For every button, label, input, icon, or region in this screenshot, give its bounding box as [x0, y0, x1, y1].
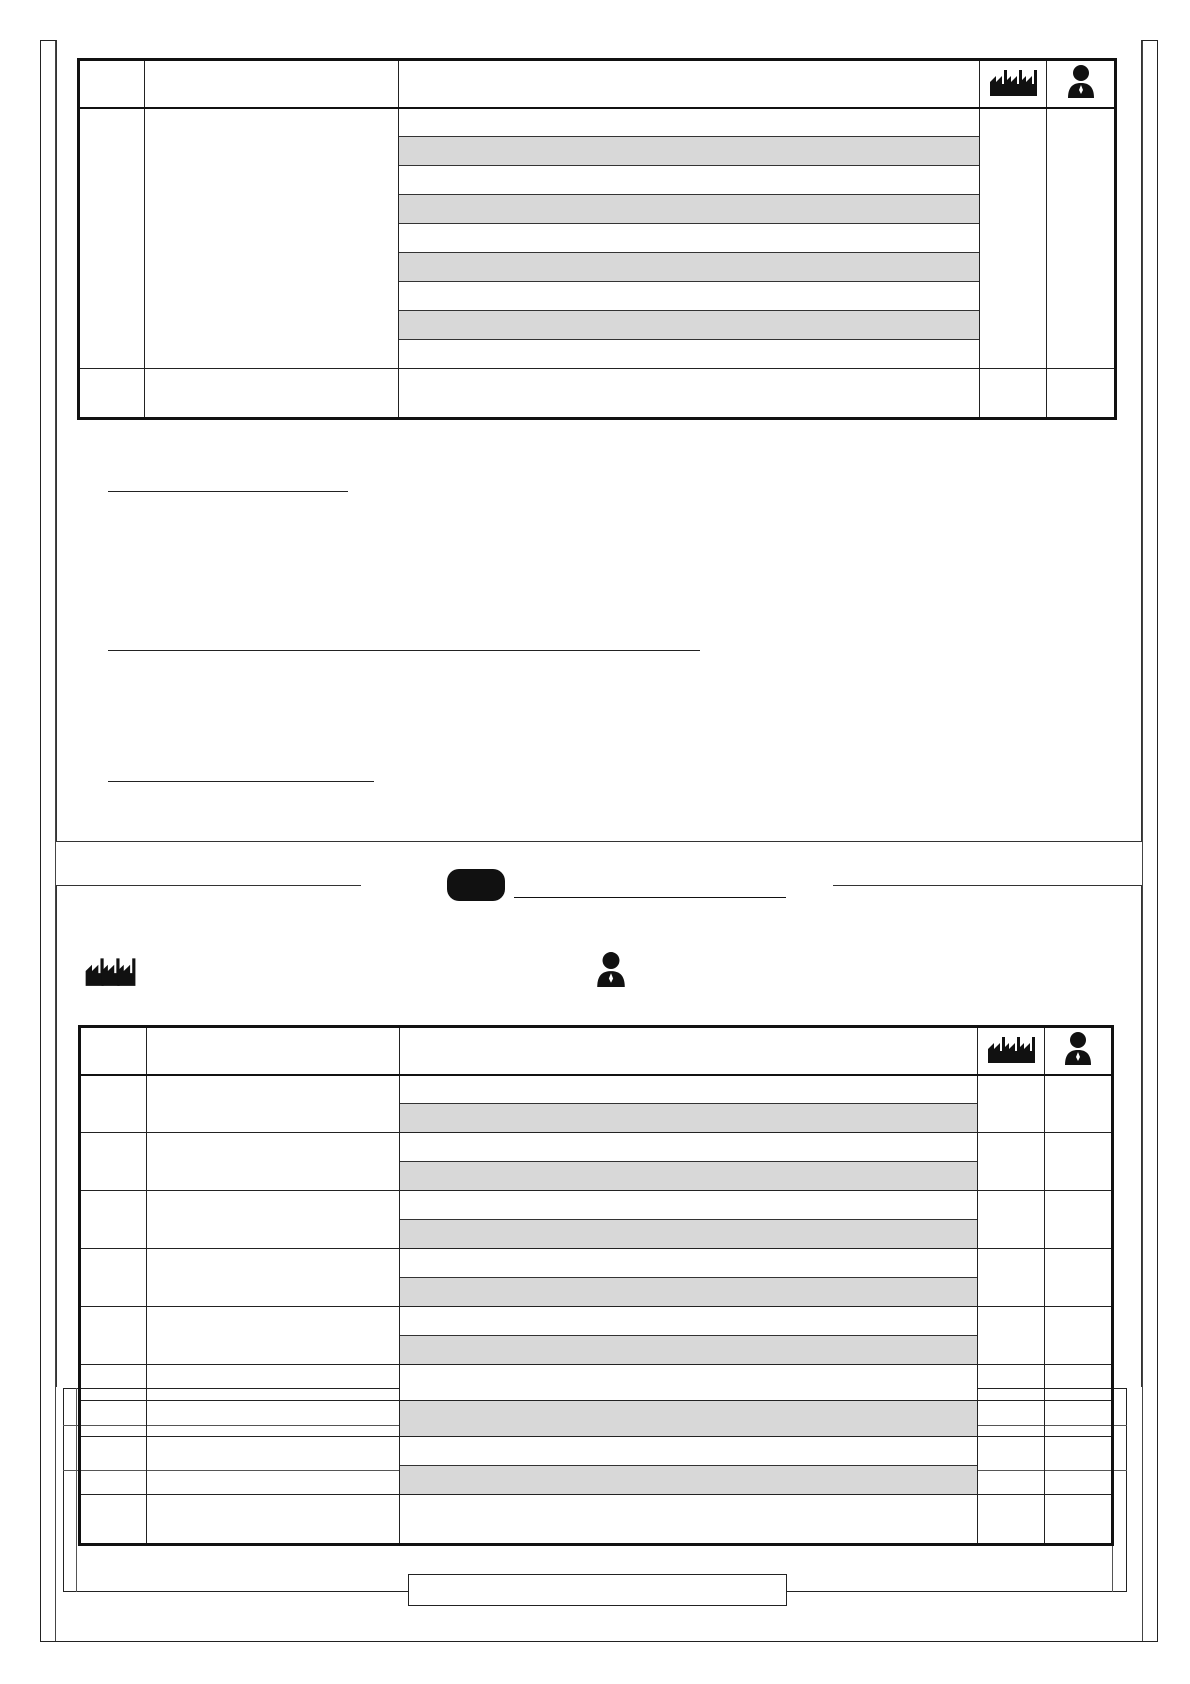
- row-num-cell: [80, 1365, 147, 1401]
- desc-line: [399, 340, 980, 369]
- header-num-cell: [79, 60, 145, 108]
- note-line-2: [108, 650, 700, 651]
- header-desc-cell: [400, 1027, 978, 1075]
- factory-check-cell: [980, 108, 1047, 369]
- person-check-cell: [1045, 1365, 1113, 1401]
- person-check-cell: [1045, 1437, 1113, 1495]
- desc-line: [399, 224, 980, 253]
- factory-check-cell: [978, 1075, 1045, 1133]
- desc-line: [400, 1249, 978, 1278]
- person-check-cell: [1047, 369, 1116, 419]
- person-check-cell: [1045, 1307, 1113, 1365]
- row-item-cell: [147, 1365, 400, 1401]
- person-check-cell: [1045, 1191, 1113, 1249]
- person-icon: [1063, 1052, 1093, 1069]
- note-line-3: [108, 781, 374, 782]
- header-num-cell: [80, 1027, 147, 1075]
- right-rail: [1142, 41, 1143, 1641]
- factory-icon: [83, 975, 137, 992]
- row-item-cell: [147, 1307, 400, 1365]
- desc-line: [400, 1104, 978, 1133]
- person-check-cell: [1045, 1401, 1113, 1437]
- desc-line: [400, 1336, 978, 1365]
- section-title-underline: [514, 897, 786, 898]
- section-badge: [447, 869, 505, 901]
- row-item-cell: [147, 1191, 400, 1249]
- desc-line: [400, 1401, 978, 1437]
- row-num-cell: [80, 1133, 147, 1191]
- desc-line: [399, 369, 980, 419]
- legend-factory: [83, 952, 137, 993]
- bottom-table: [78, 1025, 1114, 1546]
- person-check-cell: [1047, 108, 1116, 369]
- legend-person: [594, 951, 628, 992]
- desc-line: [399, 195, 980, 224]
- factory-check-cell: [980, 369, 1047, 419]
- desc-line: [400, 1278, 978, 1307]
- row-item-cell: [147, 1437, 400, 1495]
- desc-line: [400, 1307, 978, 1336]
- desc-line: [399, 137, 980, 166]
- header-factory-cell: [978, 1027, 1045, 1075]
- desc-line: [399, 282, 980, 311]
- person-check-cell: [1045, 1495, 1113, 1545]
- row-num-cell: [80, 1307, 147, 1365]
- row-num-cell: [79, 108, 145, 369]
- row-item-cell: [145, 369, 399, 419]
- desc-line: [400, 1191, 978, 1220]
- header-person-cell: [1047, 60, 1116, 108]
- desc-line: [399, 108, 980, 137]
- desc-line: [400, 1075, 978, 1104]
- row-num-cell: [80, 1191, 147, 1249]
- factory-check-cell: [978, 1437, 1045, 1495]
- row-num-cell: [79, 369, 145, 419]
- desc-line: [399, 253, 980, 282]
- factory-check-cell: [978, 1191, 1045, 1249]
- person-check-cell: [1045, 1075, 1113, 1133]
- row-num-cell: [80, 1075, 147, 1133]
- factory-check-cell: [978, 1133, 1045, 1191]
- footer-label-box: [408, 1574, 787, 1606]
- header-person-cell: [1045, 1027, 1113, 1075]
- row-item-cell: [147, 1401, 400, 1437]
- desc-line: [400, 1220, 978, 1249]
- factory-check-cell: [978, 1495, 1045, 1545]
- person-icon: [1066, 85, 1096, 102]
- person-check-cell: [1045, 1249, 1113, 1307]
- desc-line: [399, 166, 980, 195]
- desc-line: [400, 1365, 978, 1401]
- desc-line: [400, 1466, 978, 1495]
- row-num-cell: [80, 1401, 147, 1437]
- row-item-cell: [147, 1075, 400, 1133]
- row-item-cell: [147, 1495, 400, 1545]
- row-num-cell: [80, 1495, 147, 1545]
- header-desc-cell: [399, 60, 980, 108]
- row-num-cell: [80, 1249, 147, 1307]
- header-item-cell: [145, 60, 399, 108]
- desc-line: [400, 1495, 978, 1545]
- row-item-cell: [145, 108, 399, 369]
- desc-line: [400, 1437, 978, 1466]
- factory-check-cell: [978, 1307, 1045, 1365]
- person-icon: [594, 974, 628, 991]
- factory-check-cell: [978, 1249, 1045, 1307]
- note-line-1: [108, 491, 348, 492]
- header-item-cell: [147, 1027, 400, 1075]
- desc-line: [400, 1133, 978, 1162]
- factory-check-cell: [978, 1401, 1045, 1437]
- factory-icon: [986, 1052, 1036, 1069]
- top-table: [77, 58, 1117, 420]
- header-factory-cell: [980, 60, 1047, 108]
- row-num-cell: [80, 1437, 147, 1495]
- desc-line: [400, 1162, 978, 1191]
- factory-check-cell: [978, 1365, 1045, 1401]
- row-item-cell: [147, 1133, 400, 1191]
- row-item-cell: [147, 1249, 400, 1307]
- person-check-cell: [1045, 1133, 1113, 1191]
- footer-frame-left-rail: [76, 1388, 77, 1592]
- desc-line: [399, 311, 980, 340]
- factory-icon: [988, 85, 1038, 102]
